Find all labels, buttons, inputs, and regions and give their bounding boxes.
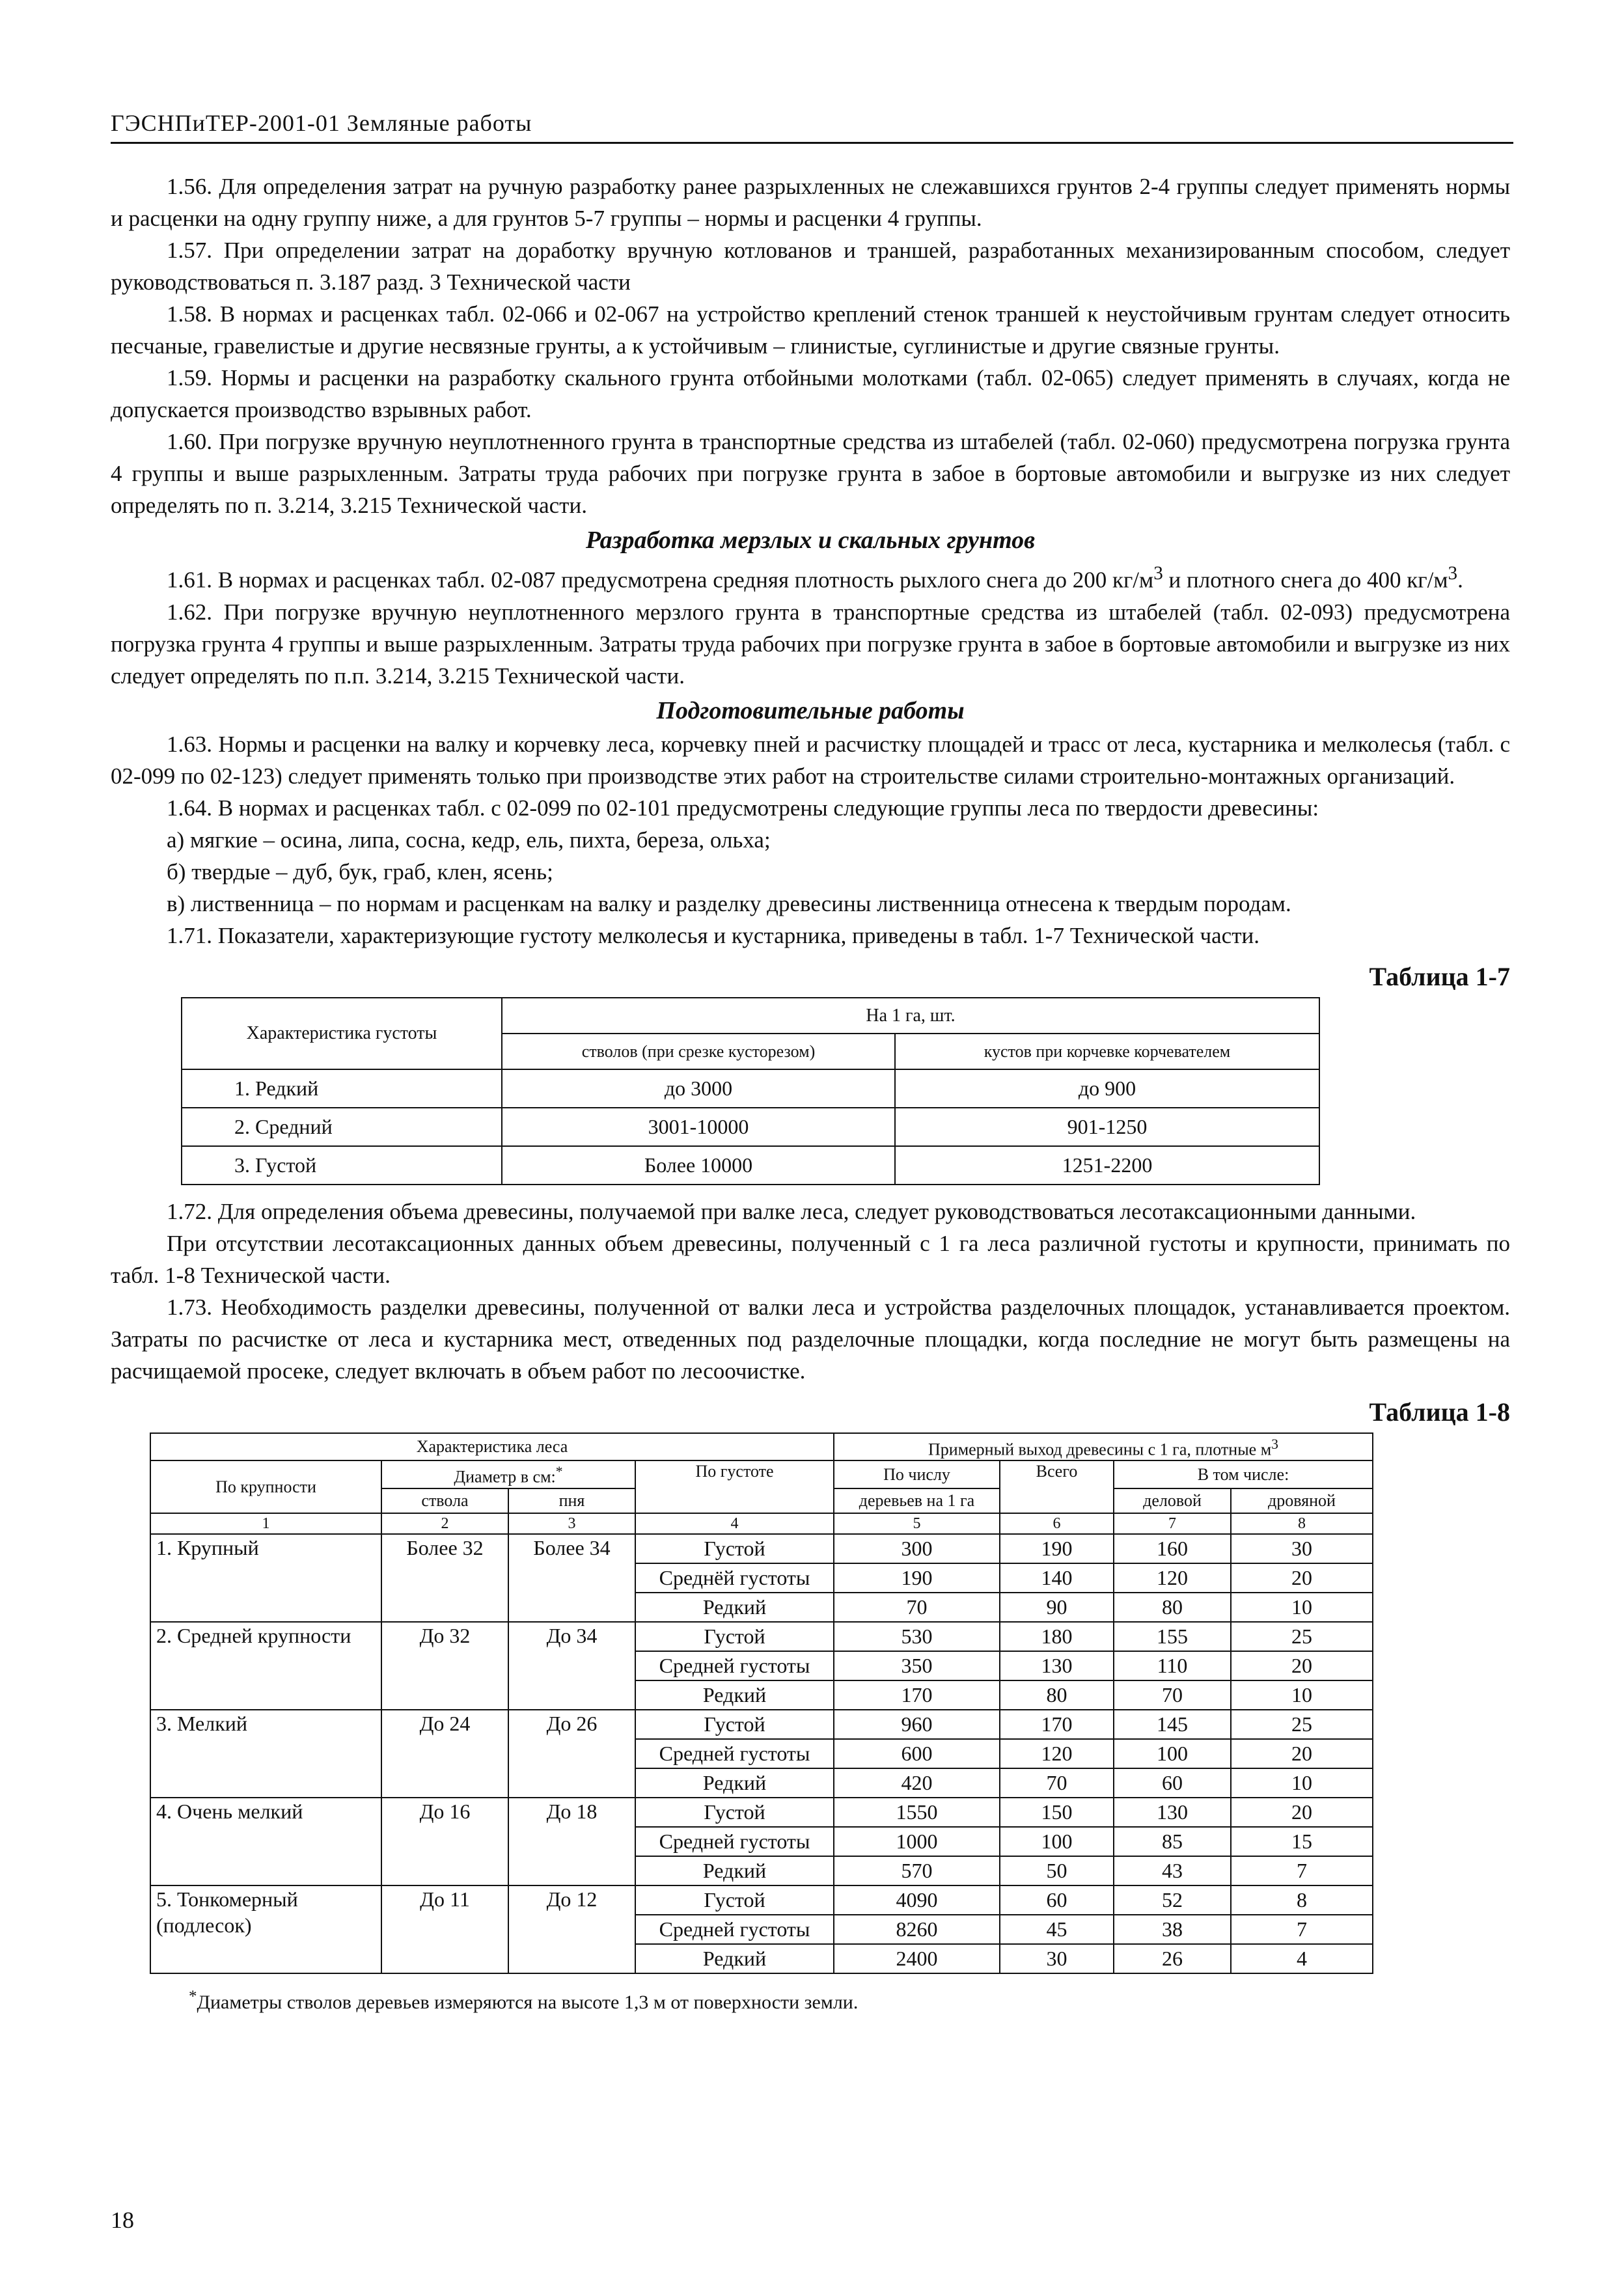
column-number: 1 (150, 1513, 381, 1534)
header-rule (111, 142, 1513, 144)
cell-total: 50 (1000, 1856, 1114, 1885)
page-body (111, 171, 1510, 2018)
table-header-row (150, 1460, 1373, 1488)
cell-business: 26 (1114, 1944, 1231, 1973)
paragraph-1-63: 1.63. Нормы и расценки на валку и корчевку леса, корчевку пней и расчистку площадей и трасс от леса, кустарника и мелколесья (табл. с 02-099 по 02-123) следует применять только при производстве этих работ на строительстве силами строительно-монтажных организаций. (111, 731, 1510, 789)
table-row (150, 1534, 1373, 1563)
paragraph-1-73: 1.73. Необходимость разделки древесины, полученной от валки леса и устройства разделочных площадок, устанавливается проектом. Затраты по расчистке от леса и кустарника мест, отведенных под разделочные площадки, когда последние не могут быть размещены на расчищаемой просеке, следует включать в объем работ по лесоочистке. (111, 1294, 1510, 1384)
cell-firewood: 20 (1231, 1563, 1373, 1593)
cell-tree-count: 70 (834, 1593, 1000, 1622)
cell-density: Средней густоты (635, 1651, 834, 1680)
cell-bushes: 901-1250 (895, 1108, 1319, 1146)
header-count: По числу (834, 1460, 1000, 1488)
cell-stump-diameter: До 12 (508, 1885, 635, 1973)
header-trees-per-ha: деревьев на 1 га (834, 1488, 1000, 1513)
cell-business: 38 (1114, 1915, 1231, 1944)
cell-density: Густой (635, 1534, 834, 1563)
cell-total: 80 (1000, 1680, 1114, 1710)
cell-trunk-diameter: До 32 (381, 1622, 508, 1710)
table-header-row (150, 1433, 1373, 1461)
cell-total: 120 (1000, 1739, 1114, 1768)
cell-density: Средней густоты (635, 1739, 834, 1768)
cell-size: 4. Очень мелкий (150, 1798, 381, 1885)
cell-size: 5. Тонкомерный (подлесок) (150, 1885, 381, 1973)
table-row (182, 1108, 1319, 1146)
paragraph-1-58: 1.58. В нормах и расценках табл. 02-066 и 02-067 на устройство креплений стенок траншей к неустойчивым грунтам следует относить песчаные, гравелистые и другие несвязные грунты, а к устойчивым – глинистые, суглинистые и другие связные грунты. (111, 301, 1510, 359)
header-including: В том числе: (1114, 1460, 1373, 1488)
cell-total: 130 (1000, 1651, 1114, 1680)
cell-business: 130 (1114, 1798, 1231, 1827)
table-header-row (182, 998, 1319, 1034)
cell-total: 90 (1000, 1593, 1114, 1622)
header-size: По крупности (150, 1460, 381, 1513)
section-heading-frozen-soils: Разработка мерзлых и скальных грунтов (585, 527, 1036, 554)
header-forest: Характеристика леса (150, 1433, 834, 1461)
cell-tree-count: 300 (834, 1534, 1000, 1563)
header-firewood: дровяной (1231, 1488, 1373, 1513)
cell-stump-diameter: До 34 (508, 1622, 635, 1710)
cell-business: 110 (1114, 1651, 1231, 1680)
cell-business: 70 (1114, 1680, 1231, 1710)
paragraph-1-61: 1.61. В нормах и расценках табл. 02-087 предусмотрена средняя плотность рыхлого снега до 200 $кг/м^3$ и плотного снега до 400 $кг/м^3$. (167, 563, 1463, 593)
cell-business: 60 (1114, 1768, 1231, 1798)
cell-tree-count: 420 (834, 1768, 1000, 1798)
cell-density: Редкий (635, 1593, 834, 1622)
header-bushes: кустов при корчевке корчевателем (895, 1034, 1319, 1069)
cell-density: Редкий (635, 1856, 834, 1885)
cell-size: 1. Крупный (150, 1534, 381, 1622)
cell-density: Густой (635, 1885, 834, 1915)
cell-total: 170 (1000, 1710, 1114, 1739)
cell-firewood: 20 (1231, 1739, 1373, 1768)
section-heading-preparatory: Подготовительные работы (656, 696, 965, 724)
header-per-hectare: На 1 га, шт. (502, 998, 1319, 1034)
cell-size: 2. Средней крупности (150, 1622, 381, 1710)
cell-firewood: 25 (1231, 1710, 1373, 1739)
header-yield: Примерный выход древесины с 1 га, плотные $м^3$ (834, 1433, 1373, 1461)
cell-density: Густой (635, 1710, 834, 1739)
cell-trunk-diameter: До 11 (381, 1885, 508, 1973)
paragraph-no-data: При отсутствии лесотаксационных данных объем древесины, полученный с 1 га леса различной густоты и крупности, принимать по табл. 1-8 Технической части. (111, 1230, 1510, 1288)
cell-firewood: 20 (1231, 1651, 1373, 1680)
cell-density: 3. Густой (182, 1146, 502, 1185)
table-1-7-caption: Таблица 1-7 (1369, 961, 1510, 991)
cell-business: 160 (1114, 1534, 1231, 1563)
cell-trunk-diameter: Более 32 (381, 1534, 508, 1622)
cell-total: 70 (1000, 1768, 1114, 1798)
header-trunk: ствола (381, 1488, 508, 1513)
list-item-soft: а) мягкие – осина, липа, сосна, кедр, ель, пихта, береза, ольха; (167, 827, 771, 853)
cell-firewood: 20 (1231, 1798, 1373, 1827)
cell-bushes: 1251-2200 (895, 1146, 1319, 1185)
paragraph-1-72: 1.72. Для определения объема древесины, получаемой при валке леса, следует руководствоваться лесотаксационными данными. (167, 1198, 1416, 1224)
cell-firewood: 10 (1231, 1680, 1373, 1710)
cell-bushes: до 900 (895, 1069, 1319, 1108)
cell-business: 52 (1114, 1885, 1231, 1915)
column-number: 4 (635, 1513, 834, 1534)
cell-total: 180 (1000, 1622, 1114, 1651)
cell-business: 120 (1114, 1563, 1231, 1593)
cell-density: Густой (635, 1798, 834, 1827)
cell-tree-count: 190 (834, 1563, 1000, 1593)
cell-density: 1. Редкий (182, 1069, 502, 1108)
page-number: 18 (111, 2207, 134, 2233)
cell-stump-diameter: Более 34 (508, 1534, 635, 1622)
cell-stump-diameter: До 26 (508, 1710, 635, 1798)
cell-firewood: 15 (1231, 1827, 1373, 1856)
cell-firewood: 30 (1231, 1534, 1373, 1563)
cell-firewood: 7 (1231, 1856, 1373, 1885)
cell-trunks: 3001-10000 (502, 1108, 895, 1146)
table-row (182, 1146, 1319, 1185)
cell-firewood: 10 (1231, 1768, 1373, 1798)
paragraph-1-64: 1.64. В нормах и расценках табл. с 02-099 по 02-101 предусмотрены следующие группы леса по твердости древесины: (167, 795, 1319, 821)
cell-total: 150 (1000, 1798, 1114, 1827)
column-number: 3 (508, 1513, 635, 1534)
cell-density: Редкий (635, 1768, 834, 1798)
table-1-7 (181, 997, 1320, 1185)
cell-firewood: 4 (1231, 1944, 1373, 1973)
column-number: 8 (1231, 1513, 1373, 1534)
cell-density: 2. Средний (182, 1108, 502, 1146)
list-item-hard: б) твердые – дуб, бук, граб, клен, ясень; (167, 858, 553, 884)
cell-business: 100 (1114, 1739, 1231, 1768)
cell-tree-count: 4090 (834, 1885, 1000, 1915)
cell-density: Редкий (635, 1944, 834, 1973)
cell-firewood: 7 (1231, 1915, 1373, 1944)
cell-trunks: Более 10000 (502, 1146, 895, 1185)
cell-total: 45 (1000, 1915, 1114, 1944)
cell-tree-count: 2400 (834, 1944, 1000, 1973)
cell-business: 80 (1114, 1593, 1231, 1622)
header-trunks: стволов (при срезке кусторезом) (502, 1034, 895, 1069)
header-density: По густоте (635, 1460, 834, 1513)
cell-stump-diameter: До 18 (508, 1798, 635, 1885)
header-stump: пня (508, 1488, 635, 1513)
cell-size: 3. Мелкий (150, 1710, 381, 1798)
cell-density: Средней густоты (635, 1915, 834, 1944)
table-row (150, 1710, 1373, 1739)
column-number: 7 (1114, 1513, 1231, 1534)
cell-business: 85 (1114, 1827, 1231, 1856)
cell-density: Редкий (635, 1680, 834, 1710)
column-number: 5 (834, 1513, 1000, 1534)
header-business: деловой (1114, 1488, 1231, 1513)
paragraph-1-60: 1.60. При погрузке вручную неуплотненного грунта в транспортные средства из штабелей (табл. 02-060) предусмотрена погрузка грунта 4 группы и выше разрыхленным. Затраты труда рабочих при погрузке грунта в забое в бортовые автомобили и выгрузке из них следует определять по п. 3.214, 3.215 Технической части. (111, 429, 1510, 518)
cell-total: 140 (1000, 1563, 1114, 1593)
cell-business: 155 (1114, 1622, 1231, 1651)
table-row (150, 1622, 1373, 1651)
table-row (150, 1885, 1373, 1915)
cell-tree-count: 1000 (834, 1827, 1000, 1856)
paragraph-1-56: 1.56. Для определения затрат на ручную разработку ранее разрыхленных не слежавшихся грунтов 2-4 группы следует применять нормы и расценки на одну группу ниже, а для грунтов 5-7 группы – нормы и расценки 4 группы. (111, 174, 1510, 231)
cell-tree-count: 960 (834, 1710, 1000, 1739)
cell-total: 60 (1000, 1885, 1114, 1915)
header-total: Всего (1000, 1460, 1114, 1513)
cell-tree-count: 350 (834, 1651, 1000, 1680)
cell-firewood: 8 (1231, 1885, 1373, 1915)
cell-tree-count: 8260 (834, 1915, 1000, 1944)
running-header: ГЭСНПиТЕР-2001-01 Земляные работы (111, 110, 532, 136)
cell-trunk-diameter: До 24 (381, 1710, 508, 1798)
cell-trunks: до 3000 (502, 1069, 895, 1108)
table-1-8 (150, 1432, 1373, 1974)
paragraph-1-57: 1.57. При определении затрат на доработку вручную котлованов и траншей, разработанных механизированным способом, следует руководствоваться п. 3.187 разд. 3 Технической части (111, 238, 1510, 295)
cell-total: 100 (1000, 1827, 1114, 1856)
cell-total: 190 (1000, 1534, 1114, 1563)
table-row (150, 1798, 1373, 1827)
cell-density: Густой (635, 1622, 834, 1651)
column-number-row (150, 1513, 1373, 1534)
column-number: 6 (1000, 1513, 1114, 1534)
cell-business: 145 (1114, 1710, 1231, 1739)
column-number: 2 (381, 1513, 508, 1534)
cell-tree-count: 570 (834, 1856, 1000, 1885)
cell-tree-count: 1550 (834, 1798, 1000, 1827)
header-density: Характеристика густоты (182, 998, 502, 1069)
cell-tree-count: 600 (834, 1739, 1000, 1768)
paragraph-1-62: 1.62. При погрузке вручную неуплотненного мерзлого грунта в транспортные средства из штабелей (табл. 02-093) предусмотрена погрузка грунта 4 группы и выше разрыхленным. Затраты труда рабочих при погрузке грунта в забое в бортовые автомобили и выгрузке из них следует определять по п.п. 3.214, 3.215 Технической части. (111, 599, 1510, 689)
paragraph-1-59: 1.59. Нормы и расценки на разработку скального грунта отбойными молотками (табл. 02-065) следует применять в случаях, когда не допускается производство взрывных работ. (111, 365, 1510, 422)
cell-firewood: 10 (1231, 1593, 1373, 1622)
table-row (182, 1069, 1319, 1108)
cell-total: 30 (1000, 1944, 1114, 1973)
cell-tree-count: 170 (834, 1680, 1000, 1710)
paragraph-1-71: 1.71. Показатели, характеризующие густоту мелколесья и кустарника, приведены в табл. 1-7 Технической части. (167, 922, 1259, 948)
table-footnote: *Диаметры стволов деревьев измеряются на высоте 1,3 м от поверхности земли. (189, 1987, 859, 2013)
table-1-8-caption: Таблица 1-8 (1369, 1397, 1510, 1427)
list-item-larch: в) лиственница – по нормам и расценкам на валку и разделку древесины лиственница отнесена к твердым породам. (167, 890, 1291, 916)
header-diameter: Диаметр в см:* (381, 1460, 635, 1488)
cell-density: Средней густоты (635, 1827, 834, 1856)
cell-tree-count: 530 (834, 1622, 1000, 1651)
cell-density: Среднёй густоты (635, 1563, 834, 1593)
cell-trunk-diameter: До 16 (381, 1798, 508, 1885)
cell-business: 43 (1114, 1856, 1231, 1885)
cell-firewood: 25 (1231, 1622, 1373, 1651)
